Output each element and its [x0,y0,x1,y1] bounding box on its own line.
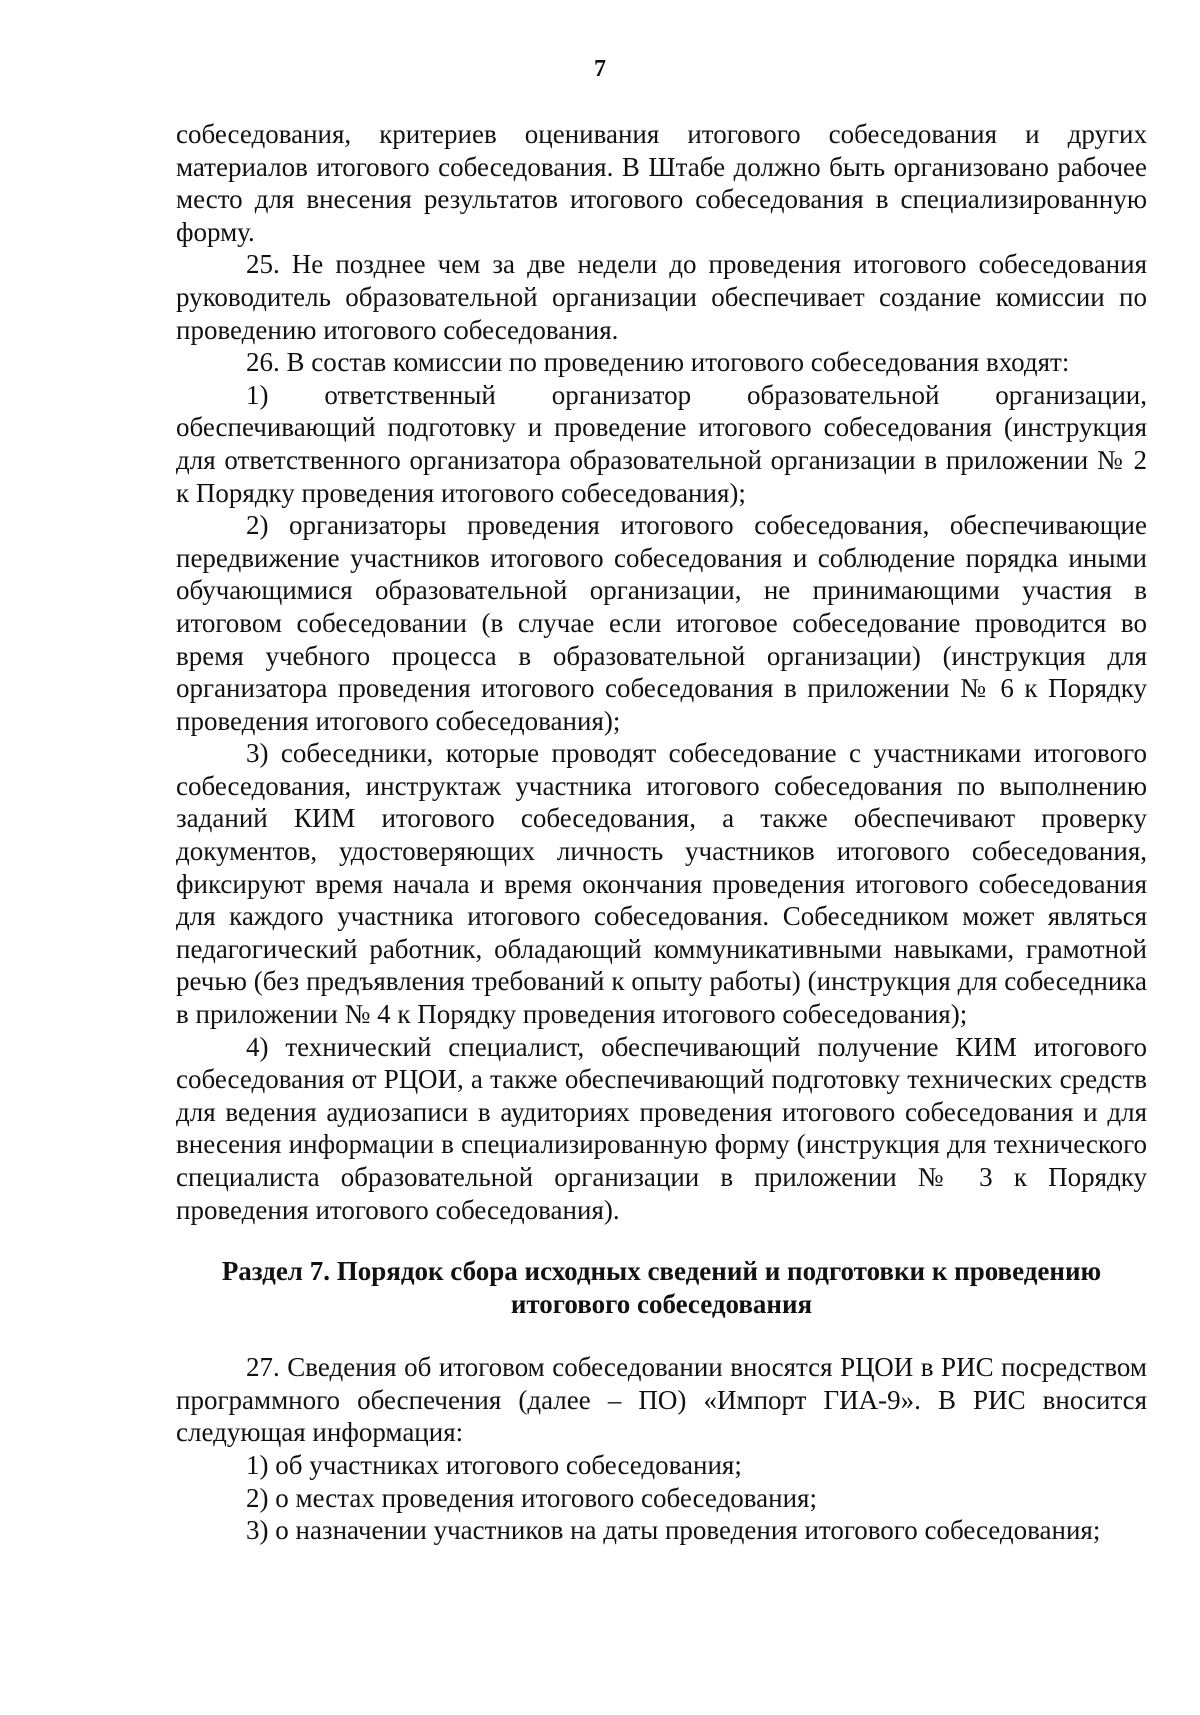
paragraph: 3) собеседники, которые проводят собеседование с участниками итогового собеседования, инструктаж участника итогового собеседования по выполнению заданий КИМ итогового собеседования, а также обеспечивают проверку документов, удостоверяющих личность участников итогового собеседования, фиксируют время начала и время окончания проведения итогового собеседования для каждого участника итогового собеседования. Собеседником может являться педагогический работник, обладающий коммуникативными навыками, грамотной речью (без предъявления требований к опыту работы) (инструкция для собеседника в приложении № 4 к Порядку проведения итогового собеседования); [176,738,1147,1030]
paragraph: 2) организаторы проведения итогового собеседования, обеспечивающие передвижение участников итогового собеседования и соблюдение порядка иными обучающимися образовательной организации, не принимающими участия в итоговом собеседовании (в случае если итоговое собеседование проводится во время учебного процесса в образовательной организации) (инструкция для организатора проведения итогового собеседования в приложении № 6 к Порядку проведения итогового собеседования); [176,510,1147,736]
paragraph: 3) о назначении участников на даты проведения итогового собеседования; [246,1515,1101,1546]
paragraphs-after-heading [176,1351,1147,1547]
paragraph: 1) об участниках итогового собеседования; [246,1449,742,1480]
paragraphs-before-heading [176,118,1147,1226]
paragraph: 26. В состав комиссии по проведению итогового собеседования входят: [246,347,1070,378]
paragraph: 1) ответственный организатор образовательной организации, обеспечивающий подготовку и проведение итогового собеседования (инструкция для ответственного организатора образовательной организации в приложении № 2 к Порядку проведения итогового собеседования); [176,379,1147,508]
document-body [176,118,1147,1547]
paragraph: собеседования, критериев оценивания итогового собеседования и других материалов итогового собеседования. В Штабе должно быть организовано рабочее место для внесения результатов итогового собеседования в специализированную форму. [176,119,1147,247]
page-number: 7 [594,56,606,82]
paragraph: 25. Не позднее чем за две недели до проведения итогового собеседования руководитель образовательной организации обеспечивает создание комиссии по проведению итогового собеседования. [176,249,1147,345]
paragraph: 2) о местах проведения итогового собеседования; [246,1482,817,1513]
section-heading-line: Раздел 7. Порядок сбора исходных сведений и подготовки к проведению [221,1256,1102,1287]
section-heading-line: итогового собеседования [510,1289,813,1320]
section-heading [176,1255,1147,1321]
paragraph: 4) технический специалист, обеспечивающий получение КИМ итогового собеседования от РЦОИ, а также обеспечивающий подготовку технических средств для ведения аудиозаписи в аудиториях проведения итогового собеседования и для внесения информации в специализированную форму (инструкция для технического специалиста образовательной организации в приложении № 3 к Порядку проведения итогового собеседования). [176,1031,1147,1225]
paragraph: 27. Сведения об итоговом собеседовании вносятся РЦОИ в РИС посредством программного обеспечения (далее – ПО) «Импорт ГИА-9». В РИС вносится следующая информация: [176,1352,1147,1448]
